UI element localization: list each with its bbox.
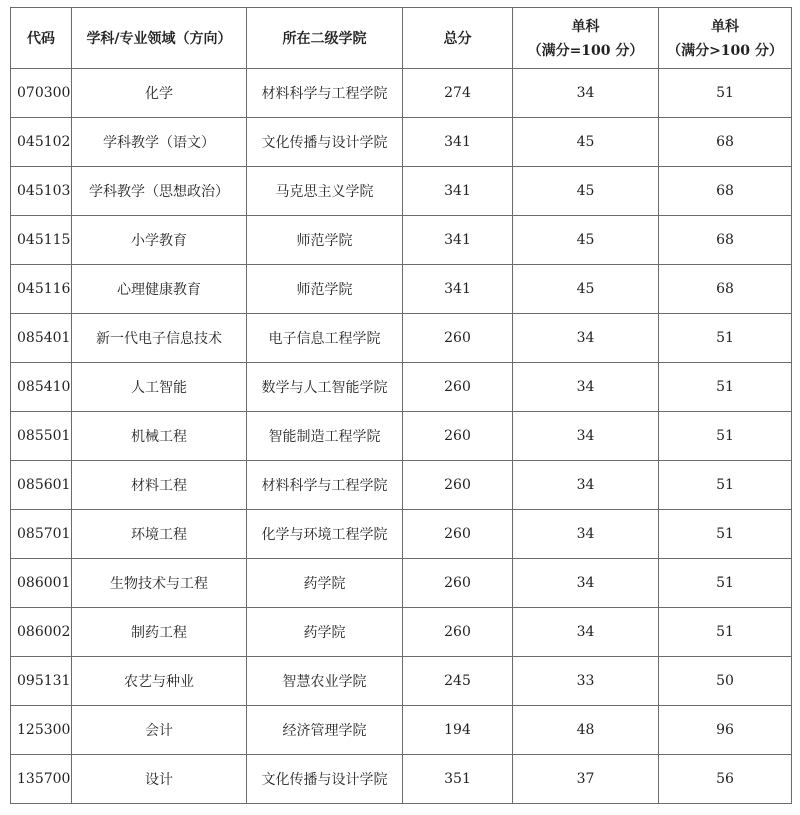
- header-single-100: [513, 8, 659, 69]
- table-row: [11, 265, 792, 314]
- table-row: [11, 608, 792, 657]
- cell-single-100: 34: [513, 314, 659, 363]
- cell-college: 智慧农业学院: [247, 657, 403, 706]
- cell-single-100: 37: [513, 755, 659, 804]
- cell-college: 师范学院: [247, 265, 403, 314]
- cell-college: 师范学院: [247, 216, 403, 265]
- cell-subject: 人工智能: [72, 363, 247, 412]
- cell-single-100: 45: [513, 118, 659, 167]
- cell-total: 260: [403, 363, 513, 412]
- cell-code: 085701: [11, 510, 72, 559]
- cell-subject: 小学教育: [72, 216, 247, 265]
- cell-code: 045103: [11, 167, 72, 216]
- cell-college: 文化传播与设计学院: [247, 118, 403, 167]
- cell-total: 245: [403, 657, 513, 706]
- cell-college: 材料科学与工程学院: [247, 69, 403, 118]
- cell-single-100: 34: [513, 363, 659, 412]
- table-row: [11, 118, 792, 167]
- cell-code: 085501: [11, 412, 72, 461]
- cell-subject: 会计: [72, 706, 247, 755]
- cell-single-gt100: 51: [659, 314, 792, 363]
- cell-single-100: 34: [513, 559, 659, 608]
- cell-total: 260: [403, 412, 513, 461]
- cell-single-100: 34: [513, 69, 659, 118]
- cell-total: 341: [403, 216, 513, 265]
- table-row: [11, 706, 792, 755]
- cell-college: 马克思主义学院: [247, 167, 403, 216]
- header-single-gt100-line1: 单科: [711, 19, 739, 35]
- cell-subject: 学科教学（思想政治）: [72, 167, 247, 216]
- cell-single-gt100: 96: [659, 706, 792, 755]
- cell-subject: 设计: [72, 755, 247, 804]
- cell-code: 045115: [11, 216, 72, 265]
- table-body: [11, 69, 792, 804]
- table-row: [11, 461, 792, 510]
- cell-total: 341: [403, 118, 513, 167]
- cell-college: 数学与人工智能学院: [247, 363, 403, 412]
- header-single-100-line1: 单科: [571, 19, 600, 35]
- cell-subject: 制药工程: [72, 608, 247, 657]
- cell-college: 文化传播与设计学院: [247, 755, 403, 804]
- cell-subject: 学科教学（语文）: [72, 118, 247, 167]
- cell-college: 电子信息工程学院: [247, 314, 403, 363]
- cell-code: 085401: [11, 314, 72, 363]
- cell-single-gt100: 51: [659, 510, 792, 559]
- cell-single-100: 34: [513, 510, 659, 559]
- cell-college: 药学院: [247, 559, 403, 608]
- table-row: [11, 69, 792, 118]
- cell-college: 化学与环境工程学院: [247, 510, 403, 559]
- table-row: [11, 412, 792, 461]
- cell-single-100: 45: [513, 216, 659, 265]
- cell-single-100: 45: [513, 265, 659, 314]
- cell-single-gt100: 68: [659, 265, 792, 314]
- cell-single-100: 33: [513, 657, 659, 706]
- cell-total: 260: [403, 461, 513, 510]
- cell-college: 智能制造工程学院: [247, 412, 403, 461]
- table-row: [11, 216, 792, 265]
- header-subject: 学科/专业领域（方向）: [72, 8, 247, 69]
- table-row: [11, 167, 792, 216]
- cell-subject: 材料工程: [72, 461, 247, 510]
- cell-college: 材料科学与工程学院: [247, 461, 403, 510]
- cell-subject: 新一代电子信息技术: [72, 314, 247, 363]
- cell-total: 260: [403, 510, 513, 559]
- cell-single-gt100: 68: [659, 118, 792, 167]
- table-row: [11, 755, 792, 804]
- header-row: [11, 8, 792, 69]
- cell-code: 045116: [11, 265, 72, 314]
- cell-subject: 环境工程: [72, 510, 247, 559]
- cell-total: 260: [403, 608, 513, 657]
- cell-single-100: 34: [513, 461, 659, 510]
- score-table: [10, 7, 792, 804]
- cell-single-gt100: 68: [659, 216, 792, 265]
- cell-code: 085601: [11, 461, 72, 510]
- cell-subject: 机械工程: [72, 412, 247, 461]
- cell-total: 341: [403, 265, 513, 314]
- header-code: 代码: [11, 8, 72, 69]
- cell-single-gt100: 51: [659, 363, 792, 412]
- cell-single-gt100: 51: [659, 461, 792, 510]
- table-row: [11, 314, 792, 363]
- cell-single-gt100: 68: [659, 167, 792, 216]
- header-single-gt100: [659, 8, 792, 69]
- cell-subject: 心理健康教育: [72, 265, 247, 314]
- cell-code: 125300: [11, 706, 72, 755]
- cell-subject: 化学: [72, 69, 247, 118]
- cell-single-100: 34: [513, 412, 659, 461]
- header-single-gt100-line2: （满分>100 分）: [667, 43, 783, 59]
- cell-code: 086002: [11, 608, 72, 657]
- header-total: 总分: [403, 8, 513, 69]
- cell-single-gt100: 50: [659, 657, 792, 706]
- cell-single-gt100: 51: [659, 412, 792, 461]
- cell-single-gt100: 51: [659, 69, 792, 118]
- cell-total: 351: [403, 755, 513, 804]
- cell-single-gt100: 51: [659, 608, 792, 657]
- cell-college: 药学院: [247, 608, 403, 657]
- header-college: 所在二级学院: [247, 8, 403, 69]
- cell-total: 341: [403, 167, 513, 216]
- cell-code: 045102: [11, 118, 72, 167]
- cell-single-100: 34: [513, 608, 659, 657]
- cell-single-100: 48: [513, 706, 659, 755]
- cell-total: 260: [403, 314, 513, 363]
- cell-single-gt100: 51: [659, 559, 792, 608]
- cell-total: 194: [403, 706, 513, 755]
- cell-code: 086001: [11, 559, 72, 608]
- table-row: [11, 510, 792, 559]
- table-row: [11, 657, 792, 706]
- cell-college: 经济管理学院: [247, 706, 403, 755]
- cell-code: 135700: [11, 755, 72, 804]
- cell-code: 095131: [11, 657, 72, 706]
- cell-total: 260: [403, 559, 513, 608]
- cell-subject: 生物技术与工程: [72, 559, 247, 608]
- cell-code: 070300: [11, 69, 72, 118]
- cell-single-gt100: 56: [659, 755, 792, 804]
- header-single-100-line2: （满分=100 分）: [527, 43, 644, 59]
- table-row: [11, 559, 792, 608]
- cell-total: 274: [403, 69, 513, 118]
- table-row: [11, 363, 792, 412]
- cell-subject: 农艺与种业: [72, 657, 247, 706]
- cell-code: 085410: [11, 363, 72, 412]
- cell-single-100: 45: [513, 167, 659, 216]
